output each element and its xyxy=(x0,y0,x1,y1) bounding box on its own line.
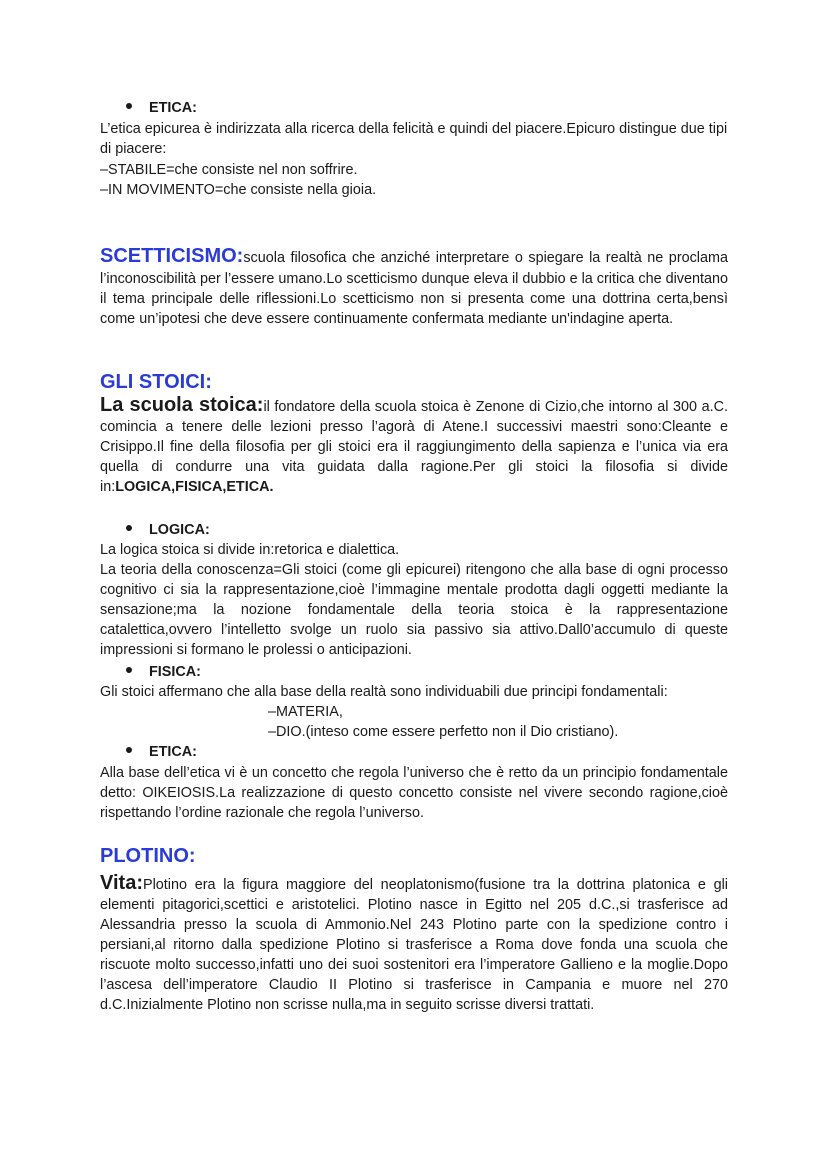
etica-epicurea-line-stabile: –STABILE=che consiste nel non soffrire. xyxy=(100,162,358,178)
etica-epicurea-line-movimento: –IN MOVIMENTO=che consiste nella gioia. xyxy=(100,182,377,198)
bullet-dot-icon xyxy=(126,525,132,531)
bullet-fisica xyxy=(126,662,201,682)
plotino-lead: Vita: xyxy=(100,872,143,894)
bullet-logica xyxy=(126,520,210,540)
etica-stoica-heading: ETICA: xyxy=(149,744,197,760)
etica-epicurea-paragraph: L’etica epicurea è indirizzata alla ricerca della felicità e quindi del piacere.Epicuro distingue due tipi di piacere: xyxy=(100,121,728,157)
plotino-text: Plotino era la figura maggiore del neoplatonismo(fusione tra la dottrina platonica e gli elementi pitagorici,scettici e aristotelici. Plotino nasce in Egitto nel 205 d.C.,si trasferisce ad Alessandria presso la scuola di Ammonio.Nel 243 Plotino parte con la spedizione contro i persiani,al ritorno dalla spedizione Plotino si trasferisce a Roma dove fonda una scuola che riscuote molto successo,infatti uno dei suoi sostenitori era l’imperatore Gallieno e la moglie.Dopo l’ascesa dell’imperatore Claudio II Plotino si trasferisce in Campania e muore nel 270 d.C.Inizialmente Plotino non scrisse nulla,ma in seguito scrisse diversi trattati. xyxy=(100,877,728,1013)
fisica-item-dio: –DIO.(inteso come essere perfetto non il Dio cristiano). xyxy=(268,724,619,740)
fisica-heading: FISICA: xyxy=(149,664,201,680)
bullet-dot-icon xyxy=(126,747,132,753)
fisica-text: Gli stoici affermano che alla base della realtà sono individuabili due principi fondamentali: xyxy=(100,684,668,700)
bullet-dot-icon xyxy=(126,103,132,109)
stoici-intro xyxy=(100,395,728,497)
etica-stoica-text: Alla base dell’etica vi è un concetto che regola l’universo che è retto da un principio fondamentale detto: OIKEIOSIS.La realizzazione di questo concetto consiste nel vivere secondo ragione,cioè rispettando l’ordine razionale che regola l’universo. xyxy=(100,765,728,821)
scetticismo-title: SCETTICISMO: xyxy=(100,245,244,267)
plotino-title: PLOTINO: xyxy=(100,845,196,867)
bullet-etica-stoica xyxy=(126,742,197,762)
stoici-text: il fondatore della scuola stoica è Zenone di Cizio,che intorno al 300 a.C. comincia a tenere delle lezioni presso l’agorà di Atene.I successivi maestri sono:Cleante e Crisippo.Il fine della filosofia per gli stoici era il raggiungimento della sapienza e l’unica via era quella di condurre una vita guidata dalla ragione.Per gli stoici la filosofia si divide in: xyxy=(100,399,729,495)
stoici-lead: La scuola stoica: xyxy=(100,394,264,416)
logica-line: La logica stoica si divide in:retorica e dialettica. xyxy=(100,542,400,558)
plotino-vita xyxy=(100,873,728,1015)
fisica-item-materia: –MATERIA, xyxy=(268,704,343,720)
bullet-etica-epicurea xyxy=(126,98,197,118)
scetticismo-section xyxy=(100,243,728,329)
scetticismo-text: scuola filosofica che anziché interpretare o spiegare la realtà ne proclama l’inconoscibilità per l’essere umano.Lo scetticismo dunque eleva il dubbio e la critica che diventano il tema principale delle riflessioni.Lo scetticismo non si presenta come una dottrina certa,bensì come un’ipotesi che deve essere continuamente confermata mediante un'indagine aperta. xyxy=(100,250,728,327)
stoici-title: GLI STOICI: xyxy=(100,371,212,393)
etica-epicurea-heading: ETICA: xyxy=(149,100,197,116)
bullet-dot-icon xyxy=(126,667,132,673)
logica-heading: LOGICA: xyxy=(149,522,210,538)
stoici-text-bold: LOGICA,FISICA,ETICA. xyxy=(115,479,274,495)
logica-text: La teoria della conoscenza=Gli stoici (come gli epicurei) ritengono che alla base di ogni processo cognitivo ci sia la rappresentazione,cioè l’immagine mentale prodotta dagli oggetti mediante la sensazione;ma la nozione fondamentale della teoria stoica è la rappresentazione catalettica,ovvero l’intelletto svolge un ruolo sia passivo sia attivo.Dall0’accumulo di queste impressioni si formano le prolessi o anticipazioni. xyxy=(100,562,728,658)
